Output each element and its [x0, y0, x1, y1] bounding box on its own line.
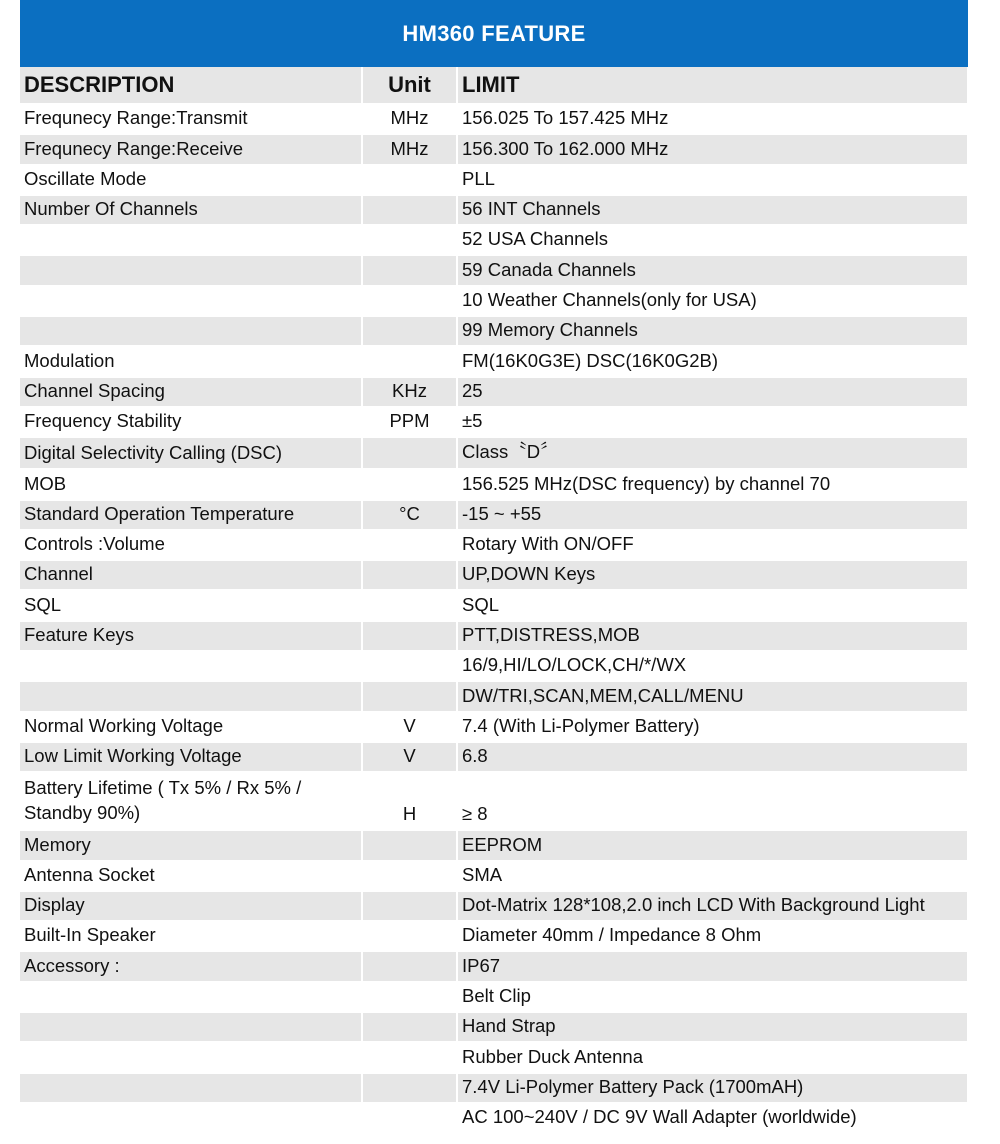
table-row [20, 1103, 968, 1133]
unit-cell: MHz [362, 134, 457, 164]
description-cell [20, 1042, 362, 1072]
table-row [20, 861, 968, 891]
limit-cell: IP67 [457, 951, 968, 981]
description-cell: Digital Selectivity Calling (DSC) [20, 437, 362, 469]
description-cell: Low Limit Working Voltage [20, 742, 362, 772]
description-cell: SQL [20, 590, 362, 620]
unit-cell [362, 225, 457, 255]
unit-cell [362, 255, 457, 285]
description-cell: Frequency Stability [20, 407, 362, 437]
table-row [20, 316, 968, 346]
unit-cell: KHz [362, 377, 457, 407]
description-cell [20, 225, 362, 255]
limit-cell: AC 100~240V / DC 9V Wall Adapter (worldwide) [457, 1103, 968, 1133]
description-cell [20, 286, 362, 316]
description-cell: Frequnecy Range:Receive [20, 134, 362, 164]
description-cell [20, 316, 362, 346]
unit-cell [362, 861, 457, 891]
table-row [20, 982, 968, 1012]
limit-cell: 16/9,HI/LO/LOCK,CH/*/WX [457, 651, 968, 681]
description-cell: Channel Spacing [20, 377, 362, 407]
table-row [20, 255, 968, 285]
table-row [20, 469, 968, 499]
table-row [20, 377, 968, 407]
limit-cell: 10 Weather Channels(only for USA) [457, 286, 968, 316]
header-unit: Unit [362, 67, 457, 104]
limit-cell: 59 Canada Channels [457, 255, 968, 285]
table-row [20, 560, 968, 590]
limit-cell: 6.8 [457, 742, 968, 772]
limit-cell: Belt Clip [457, 982, 968, 1012]
unit-cell [362, 195, 457, 225]
unit-cell [362, 1042, 457, 1072]
limit-cell: ≥ 8 [457, 772, 968, 830]
unit-cell [362, 286, 457, 316]
table-row [20, 830, 968, 860]
unit-cell [362, 1073, 457, 1103]
limit-cell: SMA [457, 861, 968, 891]
unit-cell [362, 437, 457, 469]
description-cell: Feature Keys [20, 621, 362, 651]
unit-cell [362, 621, 457, 651]
table-body [20, 104, 968, 1133]
unit-cell: V [362, 742, 457, 772]
table-row [20, 407, 968, 437]
description-cell: Normal Working Voltage [20, 712, 362, 742]
table-row [20, 1012, 968, 1042]
limit-cell: ±5 [457, 407, 968, 437]
unit-cell [362, 346, 457, 376]
table-row [20, 134, 968, 164]
unit-cell [362, 530, 457, 560]
limit-cell: Rubber Duck Antenna [457, 1042, 968, 1072]
feature-sheet [20, 0, 968, 1134]
unit-cell [362, 1103, 457, 1133]
table-row [20, 500, 968, 530]
unit-cell [362, 590, 457, 620]
table-row [20, 286, 968, 316]
limit-cell: Diameter 40mm / Impedance 8 Ohm [457, 921, 968, 951]
table-row [20, 195, 968, 225]
limit-cell: 156.300 To 162.000 MHz [457, 134, 968, 164]
limit-cell: 99 Memory Channels [457, 316, 968, 346]
description-cell [20, 1103, 362, 1133]
limit-cell: Class〝D〞 [457, 437, 968, 469]
limit-cell: 156.025 To 157.425 MHz [457, 104, 968, 134]
table-row [20, 1073, 968, 1103]
unit-cell [362, 681, 457, 711]
table-row [20, 590, 968, 620]
table-row [20, 104, 968, 134]
description-cell: Oscillate Mode [20, 165, 362, 195]
limit-cell: 56 INT Channels [457, 195, 968, 225]
table-row [20, 621, 968, 651]
unit-cell [362, 982, 457, 1012]
description-cell [20, 255, 362, 285]
limit-cell: FM(16K0G3E) DSC(16K0G2B) [457, 346, 968, 376]
table-row [20, 651, 968, 681]
table-row [20, 681, 968, 711]
description-cell [20, 651, 362, 681]
description-cell: Display [20, 891, 362, 921]
limit-cell: 25 [457, 377, 968, 407]
unit-cell [362, 1012, 457, 1042]
limit-cell: Hand Strap [457, 1012, 968, 1042]
description-cell: Number Of Channels [20, 195, 362, 225]
unit-cell [362, 651, 457, 681]
feature-table [20, 67, 969, 1134]
unit-cell: H [362, 772, 457, 830]
limit-cell: PLL [457, 165, 968, 195]
limit-cell: 52 USA Channels [457, 225, 968, 255]
limit-cell: EEPROM [457, 830, 968, 860]
description-cell: Antenna Socket [20, 861, 362, 891]
table-row [20, 225, 968, 255]
table-row [20, 530, 968, 560]
unit-cell [362, 560, 457, 590]
description-cell: Battery Lifetime ( Tx 5% / Rx 5% / Standby 90%) [20, 772, 362, 830]
table-row [20, 1042, 968, 1072]
table-header-row [20, 67, 968, 104]
table-row [20, 772, 968, 830]
page-title: HM360 FEATURE [402, 20, 586, 46]
description-cell: Memory [20, 830, 362, 860]
limit-cell: PTT,DISTRESS,MOB [457, 621, 968, 651]
limit-cell: 7.4V Li-Polymer Battery Pack (1700mAH) [457, 1073, 968, 1103]
limit-cell: DW/TRI,SCAN,MEM,CALL/MENU [457, 681, 968, 711]
table-row [20, 165, 968, 195]
limit-cell: SQL [457, 590, 968, 620]
table-row [20, 951, 968, 981]
description-cell [20, 681, 362, 711]
table-row [20, 921, 968, 951]
unit-cell: °C [362, 500, 457, 530]
limit-cell: 7.4 (With Li-Polymer Battery) [457, 712, 968, 742]
table-row [20, 891, 968, 921]
description-cell: Frequnecy Range:Transmit [20, 104, 362, 134]
title-bar [20, 0, 968, 67]
description-cell: Built-In Speaker [20, 921, 362, 951]
unit-cell [362, 921, 457, 951]
table-row [20, 346, 968, 376]
limit-cell: -15 ~ +55 [457, 500, 968, 530]
description-cell [20, 1012, 362, 1042]
description-cell [20, 1073, 362, 1103]
description-cell: MOB [20, 469, 362, 499]
limit-cell: UP,DOWN Keys [457, 560, 968, 590]
description-cell: Channel [20, 560, 362, 590]
description-cell [20, 982, 362, 1012]
header-description: DESCRIPTION [20, 67, 362, 104]
unit-cell: MHz [362, 104, 457, 134]
unit-cell [362, 830, 457, 860]
unit-cell [362, 951, 457, 981]
unit-cell: V [362, 712, 457, 742]
unit-cell [362, 165, 457, 195]
limit-cell: 156.525 MHz(DSC frequency) by channel 70 [457, 469, 968, 499]
unit-cell [362, 469, 457, 499]
description-cell: Accessory : [20, 951, 362, 981]
header-limit: LIMIT [457, 67, 968, 104]
table-row [20, 742, 968, 772]
description-cell: Modulation [20, 346, 362, 376]
table-row [20, 712, 968, 742]
description-cell: Controls :Volume [20, 530, 362, 560]
limit-cell: Rotary With ON/OFF [457, 530, 968, 560]
limit-cell: Dot-Matrix 128*108,2.0 inch LCD With Background Light [457, 891, 968, 921]
unit-cell: PPM [362, 407, 457, 437]
unit-cell [362, 891, 457, 921]
unit-cell [362, 316, 457, 346]
description-cell: Standard Operation Temperature [20, 500, 362, 530]
table-row [20, 437, 968, 469]
